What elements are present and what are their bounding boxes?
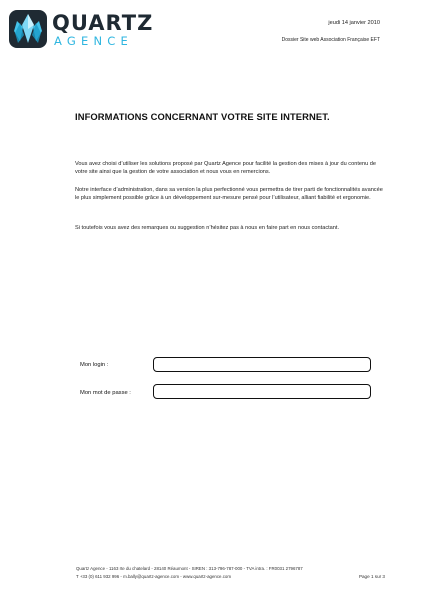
login-input[interactable] (153, 357, 371, 372)
document-reference: Dossier Site web Association Française EFT (281, 37, 380, 43)
company-logo (8, 9, 154, 51)
logo-subtitle: AGENCE (54, 34, 133, 48)
page-title: INFORMATIONS CONCERNANT VOTRE SITE INTERNET. (75, 111, 330, 122)
interface-paragraph: Notre interface d’administration, dans sa version la plus perfectionné vous permettra de tirer parti de fonctionnalités avancée le plus simplement possible grâce à un développement sur-mesure pensé pour l’utilisateur, alliant fiabilité et ergonomie. (75, 187, 383, 202)
password-label: Mon mot de passe : (80, 390, 131, 396)
footer-address: Quartz Agence - 1163 rte du chatelard - 28140 Réaumont - SIREN : 313-796-787-000 - TVA intra. : FR0031 2796787 (76, 566, 303, 571)
logo-name: QUARTZ (52, 11, 154, 35)
page-number: Page 1 sur 3 (358, 574, 385, 579)
footer-contact: T +33 (0) 611 932 996 - m.bally@quartz-agence.com - www.quartz-agence.com (76, 574, 231, 579)
document-date: jeudi 14 janvier 2010 (328, 20, 380, 26)
login-label: Mon login : (80, 362, 109, 368)
contact-paragraph: Si toutefois vous avez des remarques ou suggestion n’hésitez pas à nous en faire part en nous contactant. (75, 225, 340, 231)
intro-paragraph: Vous avez choisi d’utiliser les solutions proposé par Quartz Agence pour facilité la gestion des mises à jour du contenu de votre site ainsi que la gestion de votre association et nous vous en remercions. (75, 161, 376, 176)
password-input[interactable] (153, 384, 371, 399)
crystal-icon (8, 9, 48, 49)
